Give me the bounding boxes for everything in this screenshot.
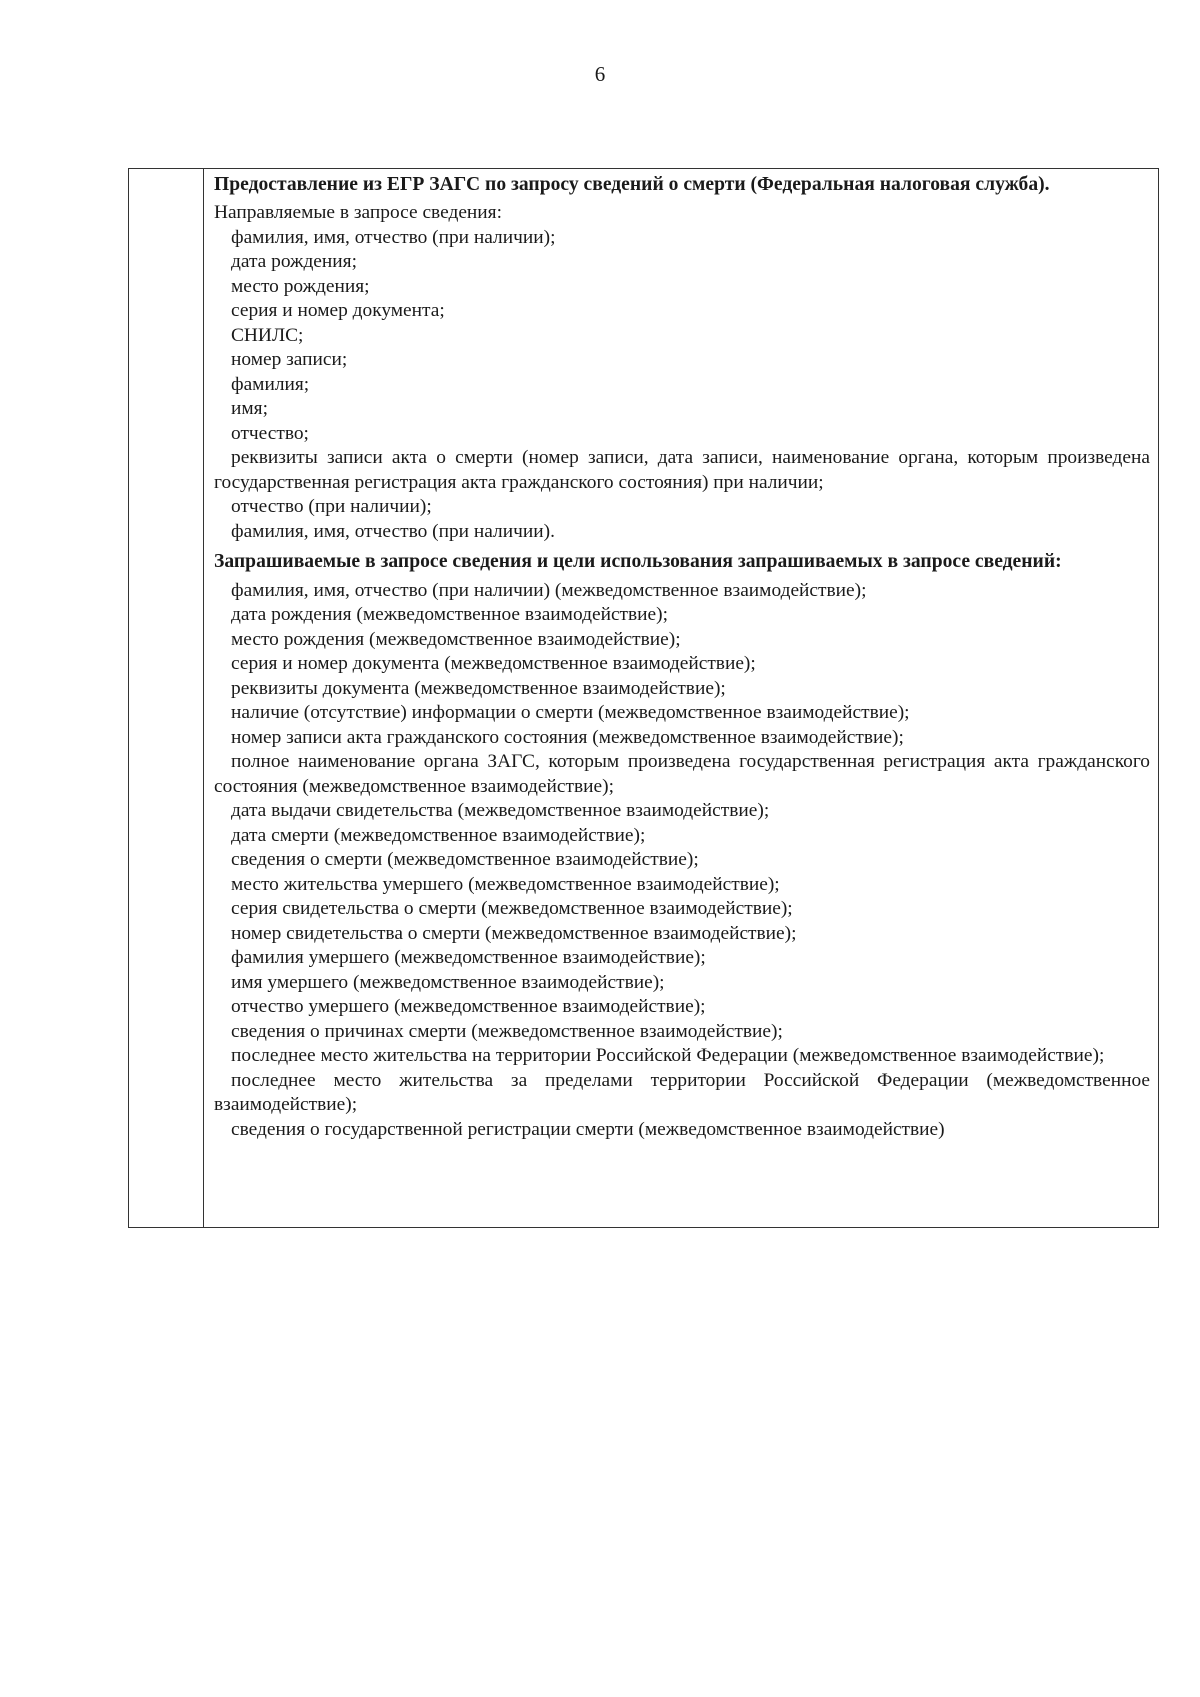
list-item: реквизиты документа (межведомственное взаимодействие);	[231, 677, 726, 699]
table-left-column	[129, 169, 204, 1227]
requested-data-title: Запрашиваемые в запросе сведения и цели использования запрашиваемых в запросе сведений:	[214, 551, 1062, 572]
list-item: фамилия умершего (межведомственное взаимодействие);	[231, 947, 706, 968]
list-item: дата рождения (межведомственное взаимодействие);	[231, 604, 669, 625]
list-item: фамилия, имя, отчество (при наличии) (межведомственное взаимодействие);	[231, 579, 867, 601]
list-item: номер записи;	[231, 349, 348, 370]
list-item: фамилия, имя, отчество (при наличии);	[231, 226, 556, 248]
list-item: номер записи акта гражданского состояния (межведомственное взаимодействие);	[231, 726, 904, 748]
list-item: сведения о смерти (межведомственное взаимодействие);	[231, 849, 699, 870]
requested-data-list	[214, 579, 1150, 1143]
list-item: серия и номер документа (межведомственное взаимодействие);	[231, 653, 756, 674]
list-item: отчество (при наличии);	[231, 496, 432, 517]
list-item: серия и номер документа;	[231, 300, 445, 321]
list-item: наличие (отсутствие) информации о смерти (межведомственное взаимодействие);	[231, 702, 910, 723]
list-item: полное наименование органа ЗАГС, которым произведена государственная регистрация акта гражданского состояния (межведомственное взаимодействие);	[214, 751, 1150, 797]
list-item: имя умершего (межведомственное взаимодействие);	[231, 971, 665, 993]
list-item: дата смерти (межведомственное взаимодействие);	[231, 824, 646, 846]
table-content-cell	[204, 169, 1158, 1227]
list-item: место рождения (межведомственное взаимодействие);	[231, 628, 681, 650]
list-item: имя;	[231, 398, 268, 419]
list-item: номер свидетельства о смерти (межведомственное взаимодействие);	[231, 922, 797, 944]
list-item: место рождения;	[231, 275, 370, 297]
list-item: серия свидетельства о смерти (межведомственное взаимодействие);	[231, 898, 793, 919]
sent-data-label: Направляемые в запросе сведения:	[214, 201, 502, 223]
list-item: фамилия;	[231, 373, 310, 395]
list-item: дата рождения;	[231, 251, 357, 272]
document-table	[128, 168, 1159, 1228]
list-item: отчество умершего (межведомственное взаимодействие);	[231, 996, 706, 1017]
list-item: сведения о причинах смерти (межведомственное взаимодействие);	[231, 1020, 783, 1042]
list-item: фамилия, имя, отчество (при наличии).	[231, 520, 555, 542]
list-item: реквизиты записи акта о смерти (номер записи, дата записи, наименование органа, которым произведена государственная регистрация акта гражданского состояния) при наличии;	[214, 447, 1150, 493]
list-item: сведения о государственной регистрации смерти (межведомственное взаимодействие)	[231, 1118, 945, 1140]
list-item: последнее место жительства на территории Российской Федерации (межведомственное взаимодействие);	[231, 1045, 1105, 1066]
list-item: дата выдачи свидетельства (межведомственное взаимодействие);	[231, 800, 770, 821]
list-item: последнее место жительства за пределами территории Российской Федерации (межведомственное взаимодействие);	[214, 1069, 1150, 1115]
section-title: Предоставление из ЕГР ЗАГС по запросу сведений о смерти (Федеральная налоговая служба).	[214, 174, 1050, 195]
list-item: отчество;	[231, 422, 309, 444]
sent-data-list	[214, 226, 1150, 545]
page-number: 6	[594, 62, 606, 86]
list-item: место жительства умершего (межведомственное взаимодействие);	[231, 873, 780, 895]
list-item: СНИЛС;	[231, 324, 304, 346]
